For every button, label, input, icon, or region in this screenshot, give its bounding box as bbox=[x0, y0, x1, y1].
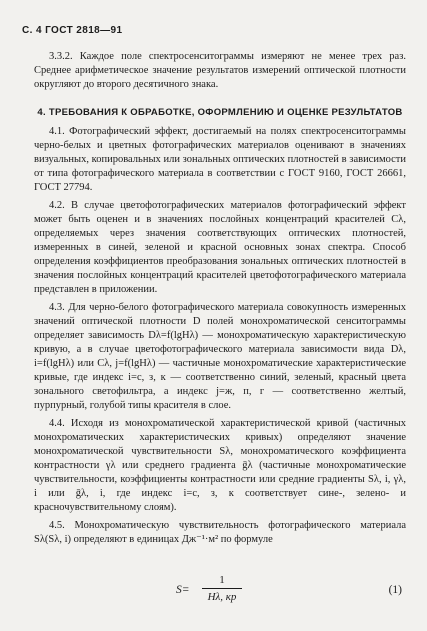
document-body bbox=[34, 50, 406, 551]
formula-lhs: S= bbox=[176, 584, 190, 596]
paragraph-3-3-2: 3.3.2. Каждое поле спектросенситограммы измеряют не менее трех раз. Среднее арифметическое значение результатов измерений оптической плотности округляют до второго десятичного знака. bbox=[34, 51, 406, 90]
paragraph-4-2: 4.2. В случае цветофотографических материалов фотографический эффект может быть оценен и в значениях послойных концентраций красителей Cλ, определяемых через значения соответствующих оптических плотностей, измеренных в синей, зеленой и красной основных зонах спектра. Способ определения коэффициентов преобразования зональных оптических плотностей в значения послойных концентраций красителей цветофотографического материала представлен в приложении. bbox=[34, 200, 406, 295]
paragraph-4-4: 4.4. Исходя из монохроматической характеристической кривой (частичных монохроматических характеристических кривых) определяют значение монохроматической чувствительности Sλ, монохроматического коэффициента контрастности γλ или среднего градиента ḡλ (частичные монохроматические чувствительности, коэффициенты контрастности или средние градиенты Sλ, i, γλ, i или ḡλ, i, где индекс i=с, з, к соответствует сине-, зелено- и красночувствительному слоям). bbox=[34, 418, 406, 513]
formula-fraction bbox=[202, 574, 242, 604]
paragraph-4-5: 4.5. Монохроматическую чувствительность фотографического материала Sλ(Sλ, i) определяют в единицах Дж⁻¹·м² по формуле bbox=[34, 520, 406, 545]
formula-numerator: 1 bbox=[219, 574, 225, 586]
paragraph-4-3: 4.3. Для черно-белого фотографического материала совокупность измеренных значений оптической плотности D полей монохроматической сенситограммы определяет зависимость Dλ=f(lgHλ) — монохроматическую характеристическую кривую, а в случае цветофотографического материала зависимости вида Dλ, i=f(lgHλ) или Cλ, j=f(lgHλ) — частичные монохроматические характеристические кривые, где индекс i=с, з, к — соответственно синий, зеленый, красный цвета зонального светофильтра, а индекс j=ж, п, г — соответственно желтый, пурпурный, голубой типы красителя в слое. bbox=[34, 302, 406, 411]
formula-1 bbox=[176, 574, 410, 614]
page-header: С. 4 ГОСТ 2818—91 bbox=[22, 25, 123, 36]
equation-number: (1) bbox=[388, 584, 402, 596]
paragraph-4-1: 4.1. Фотографический эффект, достигаемый на полях спектросенситограммы черно-белых и цветных фотографических материалов оценивают в значениях визуальных, копировальных или зональных оптических плотностей в зависимости от типа фотографического материала в соответствии с ГОСТ 9160, ГОСТ 26661, ГОСТ 27794. bbox=[34, 126, 406, 193]
section-heading: 4. ТРЕБОВАНИЯ К ОБРАБОТКЕ, ОФОРМЛЕНИЮ И ОЦЕНКЕ РЕЗУЛЬТАТОВ bbox=[37, 107, 403, 118]
fraction-bar bbox=[202, 588, 242, 589]
formula-denominator: Hλ, кр bbox=[207, 591, 237, 603]
